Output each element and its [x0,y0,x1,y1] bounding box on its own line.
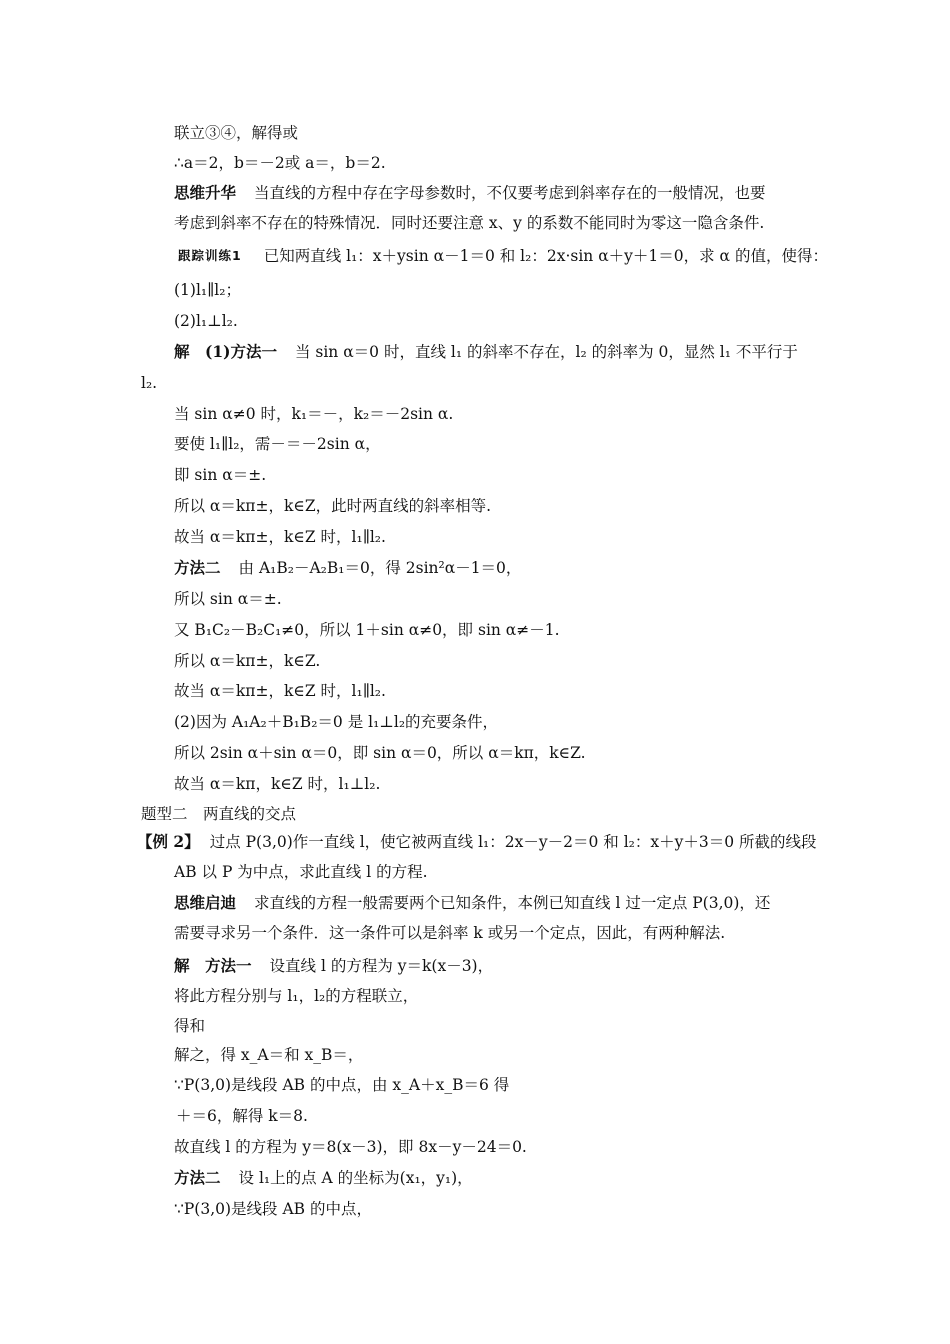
text-line-body: 设 l₁上的点 A 的坐标为(x₁，y₁)， [238,1169,473,1187]
example-label: 【例 2】 [137,832,200,851]
text-line: 故直线 l 的方程为 y＝8(x－3)，即 8x－y－24＝0. [174,1138,527,1156]
text-line: (2)l₁⊥l₂. [174,312,238,330]
text-line: 即 sin α＝±. [174,466,267,484]
text-line: l₂. [141,374,158,392]
text-line: 又 B₁C₂－B₂C₁≠0，所以 1＋sin α≠0，即 sin α≠－1. [174,621,560,639]
text-line: 要使 l₁∥l₂，需－＝－2sin α， [174,435,381,453]
text-line: (1)l₁∥l₂； [174,281,241,299]
text-line [174,342,798,362]
text-line [174,558,521,578]
text-line: 考虑到斜率不存在的特殊情况．同时还要注意 x、y 的系数不能同时为零这一隐含条件. [174,214,765,232]
text-line: 联立③④，解得或 [174,124,299,142]
text-line: 得和 [174,1017,206,1035]
text-line: ∴a＝2，b＝－2或 a＝，b＝2. [174,154,386,172]
exercise-tag: 跟踪训练1 [178,248,242,263]
text-line: 故当 α＝kπ±，k∈Z 时，l₁∥l₂. [174,682,386,700]
text-line [174,893,770,913]
section-label: 思维升华 [174,183,237,202]
text-line: 将此方程分别与 l₁，l₂的方程联立， [174,987,419,1005]
text-line [174,183,766,203]
text-line-body: 过点 P(3,0)作一直线 l，使它被两直线 l₁：2x－y－2＝0 和 l₂：x＋y＋3＝0 所截的线段 [209,833,817,851]
section-heading: 题型二 两直线的交点 [141,805,297,823]
text-line [178,246,828,266]
text-line: 所以 α＝kπ±，k∈Z，此时两直线的斜率相等. [174,497,492,515]
text-line [174,956,493,976]
text-line: 所以 α＝kπ±，k∈Z. [174,652,321,670]
text-line: 所以 2sin α＋sin α＝0，即 sin α＝0，所以 α＝kπ，k∈Z. [174,744,586,762]
text-line-body: 求直线的方程一般需要两个已知条件，本例已知直线 l 过一定点 P(3,0)，还 [254,894,771,912]
section-label: 方法二 [174,1168,221,1187]
text-line-body: 设直线 l 的方程为 y＝k(x－3)， [269,957,494,975]
text-line: ∵P(3,0)是线段 AB 的中点，由 x_A＋x_B＝6 得 [174,1076,510,1094]
text-line-body: 当 sin α＝0 时，直线 l₁ 的斜率不存在，l₂ 的斜率为 0，显然 l₁ 不平行于 [294,343,798,361]
text-line: 当 sin α≠0 时，k₁＝－，k₂＝－2sin α. [174,405,454,423]
text-line-body: 已知两直线 l₁：x＋ysin α－1＝0 和 l₂：2x·sin α＋y＋1＝0，求 α 的值，使得： [263,247,828,265]
text-line: ＋＝6，解得 k＝8. [176,1107,308,1125]
text-line-body: 当直线的方程中存在字母参数时，不仅要考虑到斜率存在的一般情况，也要 [254,184,766,202]
text-line: 需要寻求另一个条件．这一条件可以是斜率 k 或另一个定点，因此，有两种解法. [174,924,726,942]
text-line: 故当 α＝kπ，k∈Z 时，l₁⊥l₂. [174,775,381,793]
text-line [137,832,817,852]
section-label: 解 方法一 [174,956,252,975]
text-line: 故当 α＝kπ±，k∈Z 时，l₁∥l₂. [174,528,386,546]
text-line: ∵P(3,0)是线段 AB 的中点， [174,1200,372,1218]
section-label: 解 (1)方法一 [174,342,277,361]
section-label: 方法二 [174,558,221,577]
text-line: 解之，得 x_A＝和 x_B＝， [174,1046,364,1064]
section-label: 思维启迪 [174,893,237,912]
text-line [174,1168,473,1188]
text-line: AB 以 P 为中点，求此直线 l 的方程. [174,863,428,881]
text-line: (2)因为 A₁A₂＋B₁B₂＝0 是 l₁⊥l₂的充要条件， [174,713,499,731]
text-line: 所以 sin α＝±. [174,590,282,608]
text-line-body: 由 A₁B₂－A₂B₁＝0，得 2sin²α－1＝0， [238,559,522,577]
